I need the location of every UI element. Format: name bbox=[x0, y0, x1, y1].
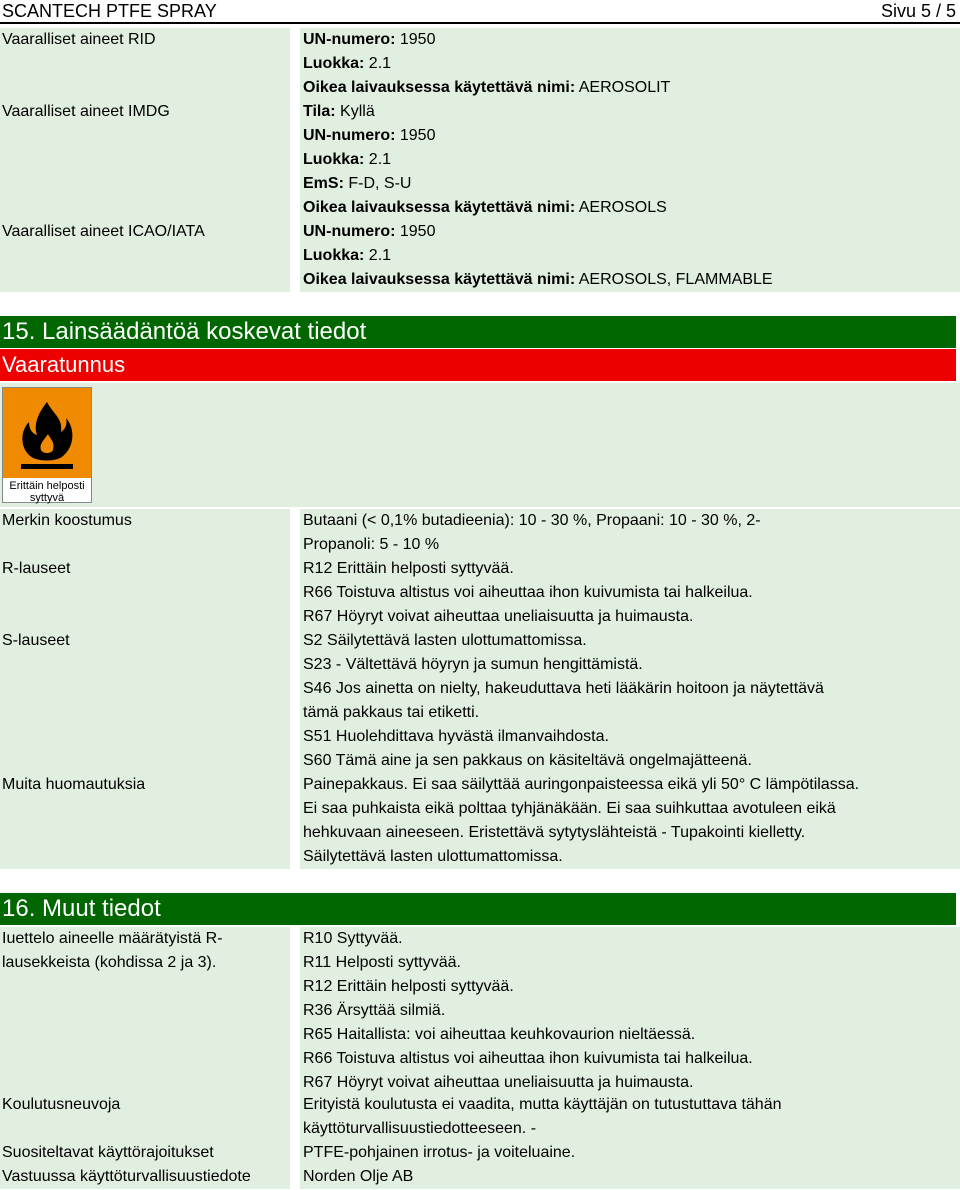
hazard-pictogram bbox=[2, 387, 92, 503]
row-label: Merkin koostumus bbox=[0, 509, 290, 557]
value-line: Ei saa puhkaista eikä polttaa tyhjänäkään. Ei saa suihkuttaa avotuleen eikä bbox=[303, 800, 836, 817]
value-line: Erityistä koulutusta ei vaadita, mutta käyttäjän on tutustuttava tähän bbox=[303, 1096, 782, 1113]
row-values bbox=[300, 557, 960, 629]
value-line: S23 - Vältettävä höyryn ja sumun hengittämistä. bbox=[303, 656, 643, 673]
row-values bbox=[300, 1141, 960, 1165]
value-line: Propanoli: 5 - 10 % bbox=[303, 536, 440, 553]
row-values bbox=[300, 509, 960, 557]
row-values bbox=[300, 1165, 960, 1189]
row-label: S-lauseet bbox=[0, 629, 290, 773]
value-line: R10 Syttyvää. bbox=[303, 930, 403, 947]
pictogram-row bbox=[0, 383, 960, 507]
section-16-heading: 16. Muut tiedot bbox=[0, 893, 956, 925]
value-line: Luokka: 2.1 bbox=[303, 247, 392, 264]
page-header bbox=[0, 0, 960, 24]
value-line: hehkuvaan aineeseen. Eristettävä sytytyslähteistä - Tupakointi kielletty. bbox=[303, 824, 806, 841]
row-values bbox=[300, 220, 960, 292]
value-line: R67 Höyryt voivat aiheuttaa uneliaisuutta ja huimausta. bbox=[303, 608, 694, 625]
value-line: S51 Huolehdittava hyvästä ilmanvaihdosta. bbox=[303, 728, 609, 745]
value-line: EmS: F-D, S-U bbox=[303, 175, 412, 192]
value-line: S2 Säilytettävä lasten ulottumattomissa. bbox=[303, 632, 587, 649]
value-line: R65 Haitallista: voi aiheuttaa keuhkovaurion nieltäessä. bbox=[303, 1026, 696, 1043]
document-title: SCANTECH PTFE SPRAY bbox=[2, 1, 217, 21]
row-label: Vaaralliset aineet IMDG bbox=[0, 100, 290, 220]
value-line: Luokka: 2.1 bbox=[303, 55, 392, 72]
value-line: S46 Jos ainetta on nielty, hakeuduttava heti lääkärin hoitoon ja näytettävä bbox=[303, 680, 824, 697]
row-label: Koulutusneuvoja bbox=[0, 1093, 290, 1141]
page-number: Sivu 5 / 5 bbox=[880, 1, 956, 21]
value-line: Painepakkaus. Ei saa säilyttää auringonpaisteessa eikä yli 50° C lämpötilassa. bbox=[303, 776, 860, 793]
value-line: R66 Toistuva altistus voi aiheuttaa ihon kuivumista tai halkeilua. bbox=[303, 584, 753, 601]
value-line: käyttöturvallisuustiedotteeseen. - bbox=[303, 1120, 537, 1137]
hazard-symbol-heading: Vaaratunnus bbox=[0, 349, 956, 381]
row-values bbox=[300, 100, 960, 220]
row-label: Vastuussa käyttöturvallisuustiedote bbox=[0, 1165, 290, 1189]
value-line: R66 Toistuva altistus voi aiheuttaa ihon kuivumista tai halkeilua. bbox=[303, 1050, 753, 1067]
value-line: Butaani (< 0,1% butadieenia): 10 - 30 %, Propaani: 10 - 30 %, 2- bbox=[303, 512, 761, 529]
row-label: Suositeltavat käyttörajoitukset bbox=[0, 1141, 290, 1165]
value-line: Norden Olje AB bbox=[303, 1168, 414, 1185]
value-line: PTFE-pohjainen irrotus- ja voiteluaine. bbox=[303, 1144, 576, 1161]
value-line: Oikea laivauksessa käytettävä nimi: AEROSOLIT bbox=[303, 79, 671, 96]
value-line: R12 Erittäin helposti syttyvää. bbox=[303, 560, 514, 577]
value-line: R12 Erittäin helposti syttyvää. bbox=[303, 978, 514, 995]
row-values bbox=[300, 773, 960, 869]
value-line: Oikea laivauksessa käytettävä nimi: AEROSOLS bbox=[303, 199, 667, 216]
row-label: Vaaralliset aineet RID bbox=[0, 28, 290, 100]
value-line: Oikea laivauksessa käytettävä nimi: AEROSOLS, FLAMMABLE bbox=[303, 271, 773, 288]
row-label: R-lauseet bbox=[0, 557, 290, 629]
value-line: UN-numero: 1950 bbox=[303, 223, 436, 240]
value-line: Luokka: 2.1 bbox=[303, 151, 392, 168]
row-label: Iuettelo aineelle määrätyistä R- lausekkeista (kohdissa 2 ja 3). bbox=[0, 927, 290, 1095]
value-line: R36 Ärsyttää silmiä. bbox=[303, 1002, 446, 1019]
value-line: tämä pakkaus tai etiketti. bbox=[303, 704, 480, 721]
row-values bbox=[300, 927, 960, 1095]
row-label: Vaaralliset aineet ICAO/IATA bbox=[0, 220, 290, 292]
value-line: Säilytettävä lasten ulottumattomissa. bbox=[303, 848, 563, 865]
row-values bbox=[300, 28, 960, 100]
value-line: UN-numero: 1950 bbox=[303, 127, 436, 144]
section-15-heading: 15. Lainsäädäntöä koskevat tiedot bbox=[0, 316, 956, 348]
value-line: S60 Tämä aine ja sen pakkaus on käsiteltävä ongelmajätteenä. bbox=[303, 752, 752, 769]
row-values bbox=[300, 1093, 960, 1141]
value-line: R67 Höyryt voivat aiheuttaa uneliaisuutta ja huimausta. bbox=[303, 1074, 694, 1091]
pictogram-caption: Erittäin helposti syttyvä bbox=[9, 480, 85, 504]
flame-hazard-icon bbox=[3, 388, 91, 478]
value-line: R11 Helposti syttyvää. bbox=[303, 954, 461, 971]
row-label: Muita huomautuksia bbox=[0, 773, 290, 869]
value-line: Tila: Kyllä bbox=[303, 103, 375, 120]
row-values bbox=[300, 629, 960, 773]
value-line: UN-numero: 1950 bbox=[303, 31, 436, 48]
